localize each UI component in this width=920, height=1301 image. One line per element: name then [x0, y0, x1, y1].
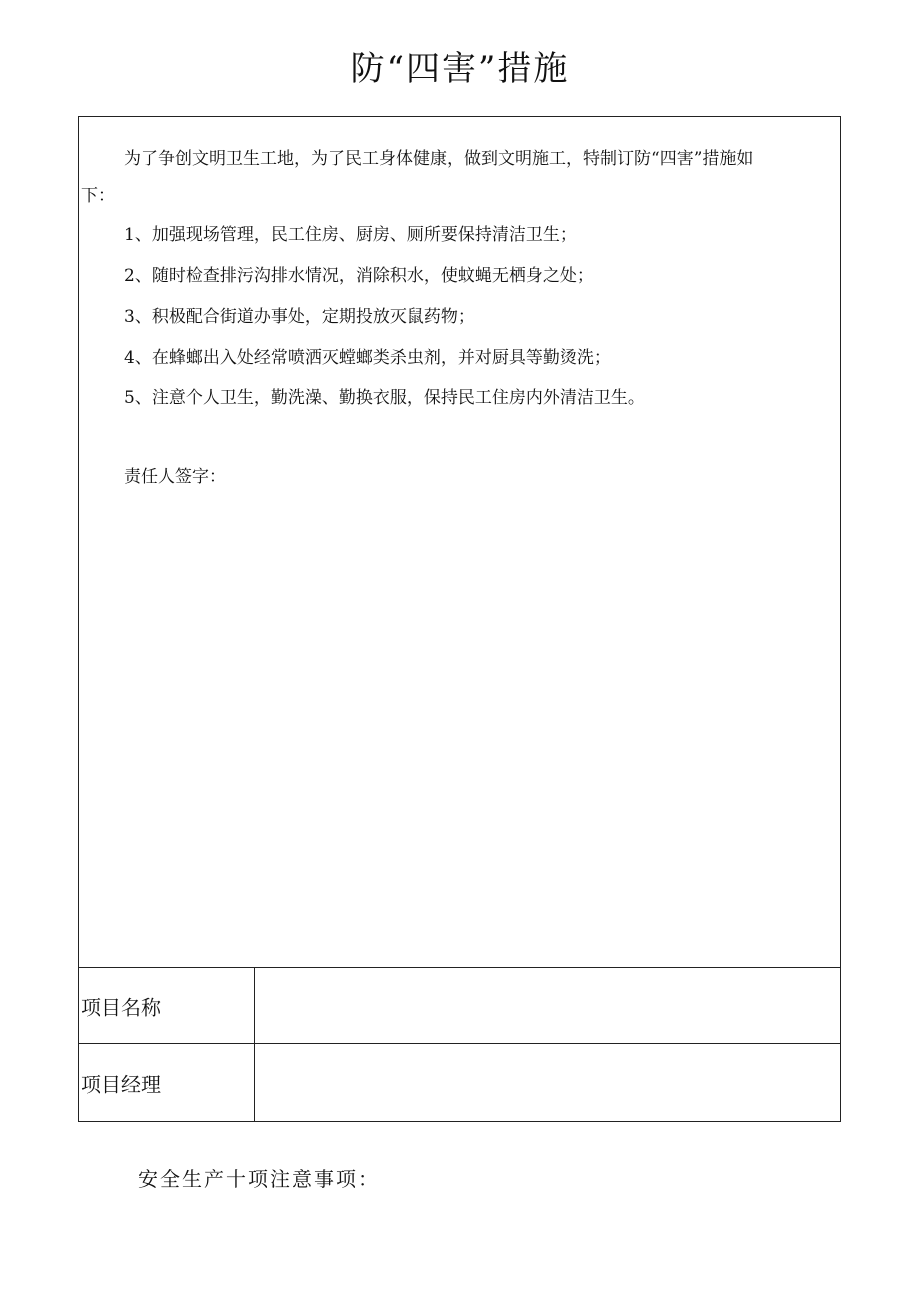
measure-item-3: 3、积极配合街道办事处，定期投放灭鼠药物； [124, 307, 475, 327]
measure-item-4: 4、在蜂螂出入处经常喷洒灭螳螂类杀虫剂，并对厨具等勤烫洗； [124, 348, 611, 368]
project-name-row [79, 968, 840, 1044]
project-name-value-cell[interactable] [255, 968, 840, 1043]
intro-paragraph-line-2: 下： [81, 186, 115, 206]
measure-item-5: 5、注意个人卫生，勤洗澡、勤换衣服，保持民工住房内外清洁卫生。 [124, 388, 645, 408]
page-title: 防“四害”措施 [350, 49, 570, 89]
content-cell [79, 117, 840, 968]
measures-table [78, 116, 841, 1122]
project-name-label-cell [79, 968, 255, 1043]
safety-notes-heading: 安全生产十项注意事项： [138, 1167, 380, 1191]
project-manager-label: 项目经理 [81, 1072, 161, 1097]
intro-paragraph-line-1: 为了争创文明卫生工地，为了民工身体健康，做到文明施工，特制订防“四害”措施如 [124, 149, 754, 169]
project-manager-value-cell[interactable] [255, 1044, 840, 1122]
project-manager-label-cell [79, 1044, 255, 1122]
measure-item-2: 2、随时检查排污沟排水情况，消除积水，使蚊蝇无栖身之处； [124, 266, 594, 286]
measure-item-1: 1、加强现场管理，民工住房、厨房、厕所要保持清洁卫生； [124, 225, 577, 245]
project-name-label: 项目名称 [81, 995, 161, 1019]
project-manager-row [79, 1044, 840, 1122]
signature-label: 责任人签字： [124, 467, 226, 487]
